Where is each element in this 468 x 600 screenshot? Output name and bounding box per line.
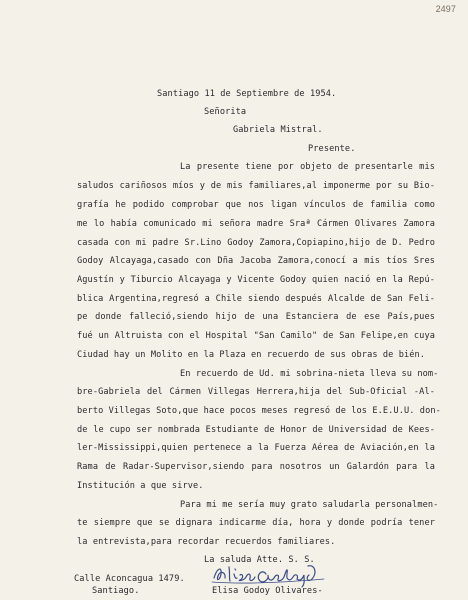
paragraph-1-line-9: pe donde falleció,siendo hijo de una Estanciera de ese País,pues: [77, 312, 435, 322]
paragraph-2-line-4: de le cupo ser nombrada Estudiante de Honor de Universidad de Kees-: [77, 425, 435, 435]
paragraph-2-line-7: Institución a que sirve.: [77, 481, 204, 491]
paragraph-3-line-2: te siempre que se dignara indicarme día, hora y donde podría tener: [77, 518, 435, 528]
salutation: Señorita: [204, 107, 247, 117]
paragraph-2-line-5: ler-Mississippi,quien pertenece a la Fuerza Aérea de Aviación,en la: [77, 443, 435, 453]
paragraph-2-line-6: Rama de Radar-Supervisor,siendo para nosotros un Galardón para la: [77, 462, 435, 472]
presente-line: Presente.: [308, 144, 356, 154]
paragraph-1-line-10: fué un Altruista con el Hospital "San Camilo" de San Felipe,en cuya: [77, 331, 435, 341]
paragraph-2-line-1: En recuerdo de Ud. mi sobrina-nieta lleva su nom-: [180, 369, 439, 379]
sender-address-city: Santiago.: [92, 586, 140, 596]
closing-line: La saluda Atte. S. S.: [204, 555, 315, 565]
paragraph-1-line-1: La presente tiene por objeto de presentarle mis: [180, 162, 435, 172]
paragraph-3-line-1: Para mi me sería muy grato saludarla personalmen-: [180, 500, 439, 510]
paragraph-1-line-4: me lo había comunicado mi señora madre Sraª Cármen Olivares Zamora: [77, 219, 435, 229]
recipient-name: Gabriela Mistral.: [233, 125, 323, 135]
paragraph-1-line-8: blica Argentina,regresó a Chile siendo después Alcalde de San Feli-: [77, 294, 435, 304]
paragraph-1-line-7: Agustín y Tiburcio Alcayaga y Vicente Godoy quien nació en la Repú-: [77, 275, 435, 285]
paragraph-2-line-2: bre-Gabriela del Cármen Villegas Herrera,hija del Sub-Oficial -Al-: [77, 387, 435, 397]
typed-name: Elisa Godoy Olivares-: [212, 586, 323, 596]
archive-number: 2497: [435, 4, 456, 14]
paragraph-3-line-3: la entrevista,para recordar recuerdos familiares.: [77, 537, 336, 547]
handwritten-signature: [208, 560, 328, 588]
date-line: Santiago 11 de Septiembre de 1954.: [157, 89, 337, 99]
paragraph-1-line-11: Ciudad hay un Molito en la Plaza en recuerdo de sus obras de bién.: [77, 350, 426, 360]
paragraph-1-line-6: Godoy Alcayaga,casado con Dña Jacoba Zamora,conocí a mis tíos Sres: [77, 256, 435, 266]
paragraph-1-line-5: casada con mi padre Sr.Lino Godoy Zamora,Copiapino,hijo de D. Pedro: [77, 238, 435, 248]
paragraph-2-line-3: berto Villegas Soto,que hace pocos meses regresó de los E.E.U.U. don-: [77, 406, 441, 416]
paragraph-1-line-3: grafía he podido comprobar que nos ligan vínculos de familia como: [77, 200, 435, 210]
paragraph-1-line-2: saludos cariñosos míos y de mis familiares,al imponerme por su Bio-: [77, 181, 435, 191]
sender-address-street: Calle Aconcagua 1479.: [74, 574, 185, 584]
